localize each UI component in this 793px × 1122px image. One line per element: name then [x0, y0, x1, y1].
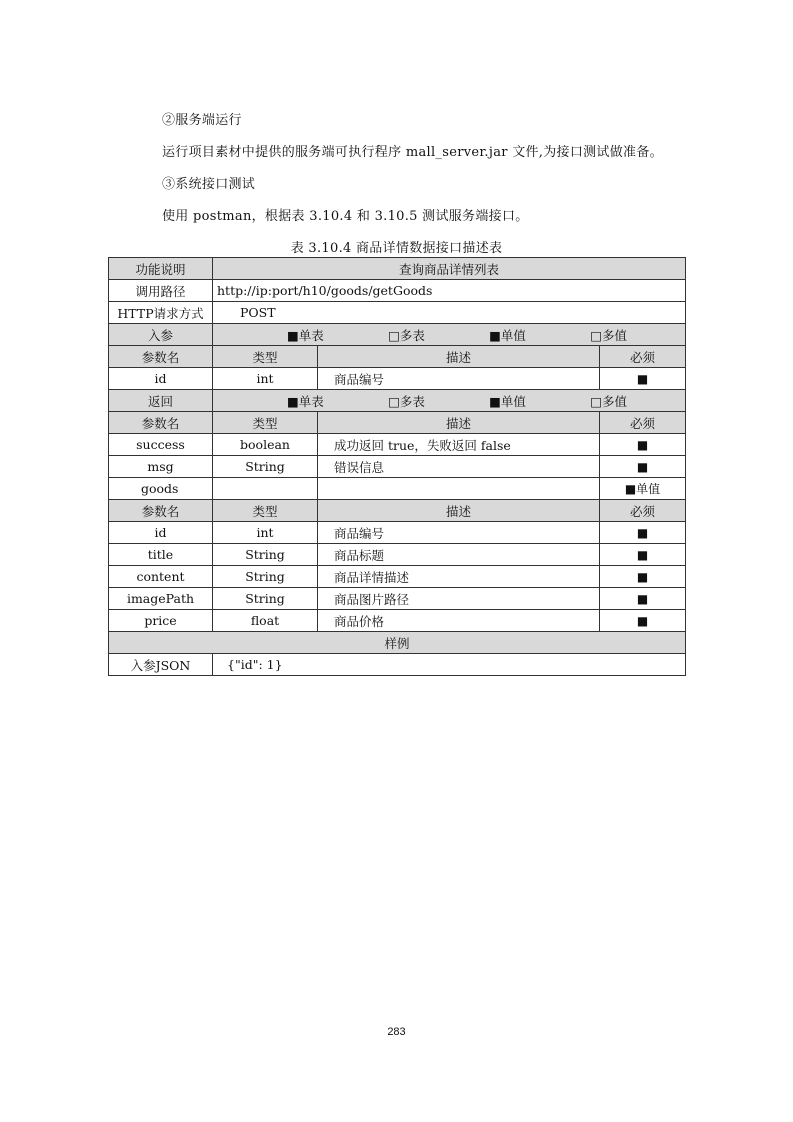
option-multi-table: □多表	[388, 327, 425, 343]
interface-spec-table	[108, 257, 686, 676]
method-label: HTTP请求方式	[109, 302, 213, 324]
header-required: 必须	[600, 346, 686, 368]
param-name: id	[109, 368, 213, 390]
path-label: 调用路径	[109, 280, 213, 302]
param-required: ■	[600, 544, 686, 566]
page-number: 283	[387, 1026, 406, 1038]
param-required: ■	[600, 610, 686, 632]
path-row	[109, 280, 686, 302]
server-run-paragraph: 运行项目素材中提供的服务端可执行程序 mall_server.jar 文件,为接口测试做准备。	[162, 145, 663, 160]
param-description: 商品详情描述	[318, 566, 600, 588]
method-row	[109, 302, 686, 324]
param-type: String	[213, 566, 318, 588]
step-heading-interface-test: ③系统接口测试	[162, 177, 256, 192]
return-label: 返回	[109, 390, 213, 412]
param-name: title	[109, 544, 213, 566]
param-type: String	[213, 456, 318, 478]
param-description: 错误信息	[318, 456, 600, 478]
header-param-name: 参数名	[109, 412, 213, 434]
param-name: content	[109, 566, 213, 588]
param-name: msg	[109, 456, 213, 478]
header-type: 类型	[213, 412, 318, 434]
param-description: 商品编号	[318, 368, 600, 390]
header-param-name: 参数名	[109, 500, 213, 522]
table-row	[109, 566, 686, 588]
option-multi-value: □多值	[590, 393, 627, 409]
param-description: 商品图片路径	[318, 588, 600, 610]
param-description: 商品编号	[318, 522, 600, 544]
function-row	[109, 258, 686, 280]
table-row	[109, 434, 686, 456]
param-required: ■	[600, 566, 686, 588]
param-description: 商品标题	[318, 544, 600, 566]
param-name: success	[109, 434, 213, 456]
header-required: 必须	[600, 500, 686, 522]
input-header-row	[109, 346, 686, 368]
param-type: String	[213, 588, 318, 610]
example-label: 样例	[109, 632, 686, 654]
param-required: ■	[600, 368, 686, 390]
json-label: 入参JSON	[109, 654, 213, 676]
table-row	[109, 610, 686, 632]
option-single-table: ■单表	[287, 327, 324, 343]
option-single-table: ■单表	[287, 393, 324, 409]
param-name: price	[109, 610, 213, 632]
header-type: 类型	[213, 500, 318, 522]
table-row	[109, 544, 686, 566]
json-row	[109, 654, 686, 676]
path-value: http://ip:port/h10/goods/getGoods	[213, 280, 686, 302]
header-required: 必须	[600, 412, 686, 434]
header-description: 描述	[318, 346, 600, 368]
table-row	[109, 456, 686, 478]
table-row	[109, 588, 686, 610]
param-type: int	[213, 522, 318, 544]
param-type: String	[213, 544, 318, 566]
param-description: 商品价格	[318, 610, 600, 632]
param-description: 成功返回 true，失败返回 false	[318, 434, 600, 456]
option-single-value: ■单值	[489, 327, 526, 343]
function-value: 查询商品详情列表	[213, 258, 686, 280]
header-description: 描述	[318, 500, 600, 522]
step-heading-server-run: ②服务端运行	[162, 113, 242, 128]
header-param-name: 参数名	[109, 346, 213, 368]
return-options-row	[109, 390, 686, 412]
header-type: 类型	[213, 346, 318, 368]
function-label: 功能说明	[109, 258, 213, 280]
param-name: id	[109, 522, 213, 544]
option-single-value: ■单值	[489, 393, 526, 409]
json-value: {"id": 1}	[213, 654, 686, 676]
option-multi-value: □多值	[590, 327, 627, 343]
example-row	[109, 632, 686, 654]
param-required: ■	[600, 522, 686, 544]
param-type: float	[213, 610, 318, 632]
input-options-row	[109, 324, 686, 346]
param-required: ■	[600, 588, 686, 610]
param-type	[213, 478, 318, 500]
input-options	[213, 324, 686, 346]
param-type: boolean	[213, 434, 318, 456]
return-options	[213, 390, 686, 412]
param-type: int	[213, 368, 318, 390]
return-header-row	[109, 412, 686, 434]
param-required: ■单值	[600, 478, 686, 500]
param-required: ■	[600, 434, 686, 456]
method-value: POST	[213, 302, 686, 324]
table-row	[109, 478, 686, 500]
interface-test-paragraph: 使用 postman，根据表 3.10.4 和 3.10.5 测试服务端接口。	[162, 209, 529, 224]
option-multi-table: □多表	[388, 393, 425, 409]
input-label: 入参	[109, 324, 213, 346]
param-description	[318, 478, 600, 500]
table-caption: 表 3.10.4 商品详情数据接口描述表	[290, 241, 503, 256]
table-row	[109, 368, 686, 390]
table-row	[109, 522, 686, 544]
param-required: ■	[600, 456, 686, 478]
param-name: goods	[109, 478, 213, 500]
param-name: imagePath	[109, 588, 213, 610]
header-description: 描述	[318, 412, 600, 434]
goods-header-row	[109, 500, 686, 522]
